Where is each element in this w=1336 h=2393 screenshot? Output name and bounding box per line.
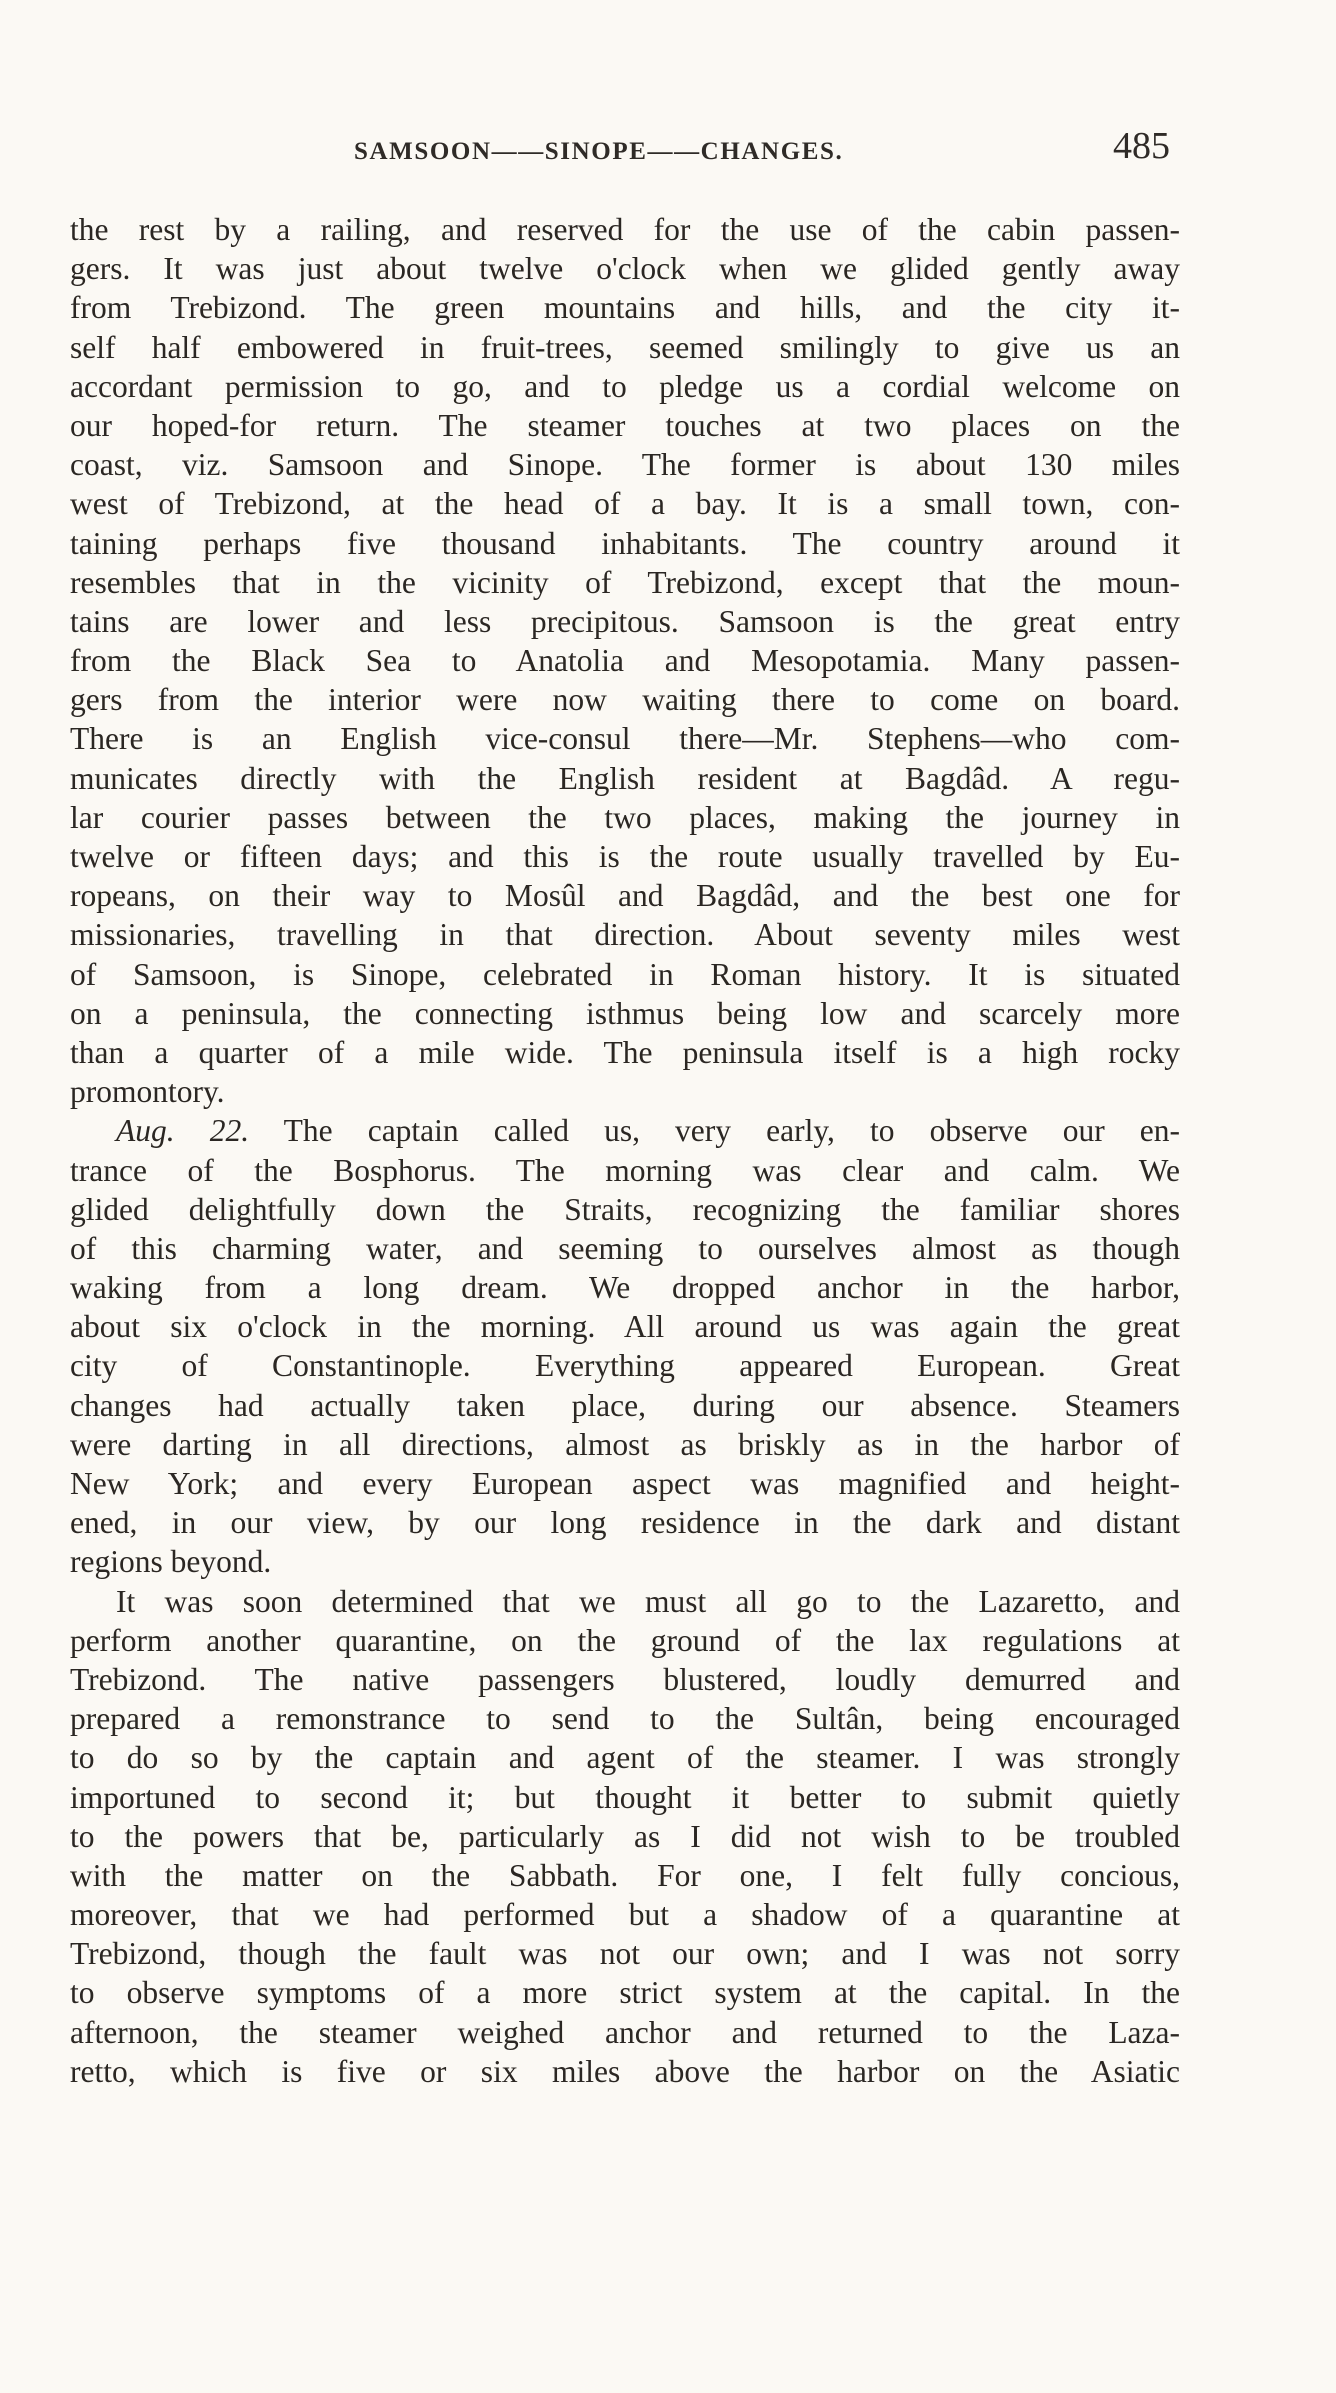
text-line: gers. It was just about twelve o'clock when we glided gently away	[70, 251, 1180, 287]
text-line: gers from the interior were now waiting there to come on board.	[70, 682, 1180, 718]
date-lead: Aug. 22.	[116, 1113, 250, 1149]
text-line: on a peninsula, the connecting isthmus being low and scarcely more	[70, 995, 1180, 1031]
text-line: importuned to second it; but thought it better to submit quietly	[70, 1779, 1180, 1815]
text-line: were darting in all directions, almost as briskly as in the harbor of	[70, 1426, 1180, 1462]
text-line: promontory.	[70, 1074, 225, 1110]
paragraph	[70, 1582, 1180, 2091]
text-line: west of Trebizond, at the head of a bay. It is a small town, con-	[70, 486, 1180, 522]
text-line: retto, which is five or six miles above the harbor on the Asiatic	[70, 2053, 1180, 2089]
text-line: city of Constantinople. Everything appeared European. Great	[70, 1348, 1180, 1384]
text-line: lar courier passes between the two places, making the journey in	[70, 799, 1180, 835]
body-text	[70, 210, 1180, 2091]
page-header	[70, 124, 1180, 174]
text-line: There is an English vice-consul there—Mr. Stephens—who com-	[70, 721, 1180, 757]
text-line: missionaries, travelling in that direction. About seventy miles west	[70, 917, 1180, 953]
text-line: prepared a remonstrance to send to the Sultân, being encouraged	[70, 1701, 1180, 1737]
text-line: Trebizond. The native passengers blustered, loudly demurred and	[70, 1661, 1180, 1697]
text-line: ropeans, on their way to Mosûl and Bagdâd, and the best one for	[70, 878, 1180, 914]
text-line: twelve or fifteen days; and this is the route usually travelled by Eu-	[70, 839, 1180, 874]
page-number: 485	[1113, 125, 1170, 167]
text-line: accordant permission to go, and to pledge us a cordial welcome on	[70, 368, 1180, 404]
text-line: moreover, that we had performed but a shadow of a quarantine at	[70, 1897, 1180, 1933]
paragraph	[70, 210, 1180, 1111]
text-line: perform another quarantine, on the ground of the lax regulations at	[70, 1622, 1180, 1658]
text-line: to the powers that be, particularly as I did not wish to be troubled	[70, 1818, 1180, 1854]
text-line: trance of the Bosphorus. The morning was clear and calm. We	[70, 1152, 1180, 1188]
text-line: coast, viz. Samsoon and Sinope. The former is about 130 miles	[70, 447, 1180, 483]
text-line: our hoped-for return. The steamer touches at two places on the	[70, 407, 1180, 443]
text-fragment: The captain called us, very early, to observe our en-	[249, 1113, 1181, 1149]
text-line: glided delightfully down the Straits, recognizing the familiar shores	[70, 1191, 1180, 1227]
paragraph	[70, 1111, 1180, 1581]
text-line	[70, 1111, 1180, 1150]
text-line: than a quarter of a mile wide. The peninsula itself is a high rocky	[70, 1034, 1180, 1070]
text-line: It was soon determined that we must all go to the Lazaretto, and	[116, 1583, 1180, 1619]
text-line: of this charming water, and seeming to ourselves almost as though	[70, 1230, 1180, 1266]
text-line: to observe symptoms of a more strict system at the capital. In the	[70, 1975, 1180, 2011]
text-line: of Samsoon, is Sinope, celebrated in Roman history. It is situated	[70, 956, 1180, 992]
text-line: self half embowered in fruit-trees, seemed smilingly to give us an	[70, 329, 1180, 365]
text-line: from the Black Sea to Anatolia and Mesopotamia. Many passen-	[70, 643, 1180, 679]
text-line: changes had actually taken place, during our absence. Steamers	[70, 1387, 1180, 1423]
running-head: SAMSOON——SINOPE——CHANGES.	[354, 138, 844, 165]
text-line: to do so by the captain and agent of the steamer. I was strongly	[70, 1740, 1180, 1776]
text-line: about six o'clock in the morning. All around us was again the great	[70, 1309, 1180, 1345]
text-line: ened, in our view, by our long residence in the dark and distant	[70, 1505, 1180, 1541]
text-line: with the matter on the Sabbath. For one, I felt fully concious,	[70, 1857, 1180, 1893]
text-line: New York; and every European aspect was magnified and height-	[70, 1466, 1180, 1501]
text-line: the rest by a railing, and reserved for the use of the cabin passen-	[70, 212, 1180, 247]
text-line: resembles that in the vicinity of Trebizond, except that the moun-	[70, 564, 1180, 600]
text-line: Trebizond, though the fault was not our own; and I was not sorry	[70, 1936, 1180, 1972]
text-line: municates directly with the English resident at Bagdâd. A regu-	[70, 760, 1180, 796]
text-line: taining perhaps five thousand inhabitants. The country around it	[70, 525, 1180, 561]
text-line: regions beyond.	[70, 1544, 272, 1580]
text-line: afternoon, the steamer weighed anchor and returned to the Laza-	[70, 2014, 1180, 2050]
text-line: from Trebizond. The green mountains and hills, and the city it-	[70, 290, 1180, 326]
text-line: waking from a long dream. We dropped anchor in the harbor,	[70, 1270, 1180, 1306]
text-line: tains are lower and less precipitous. Samsoon is the great entry	[70, 603, 1180, 639]
